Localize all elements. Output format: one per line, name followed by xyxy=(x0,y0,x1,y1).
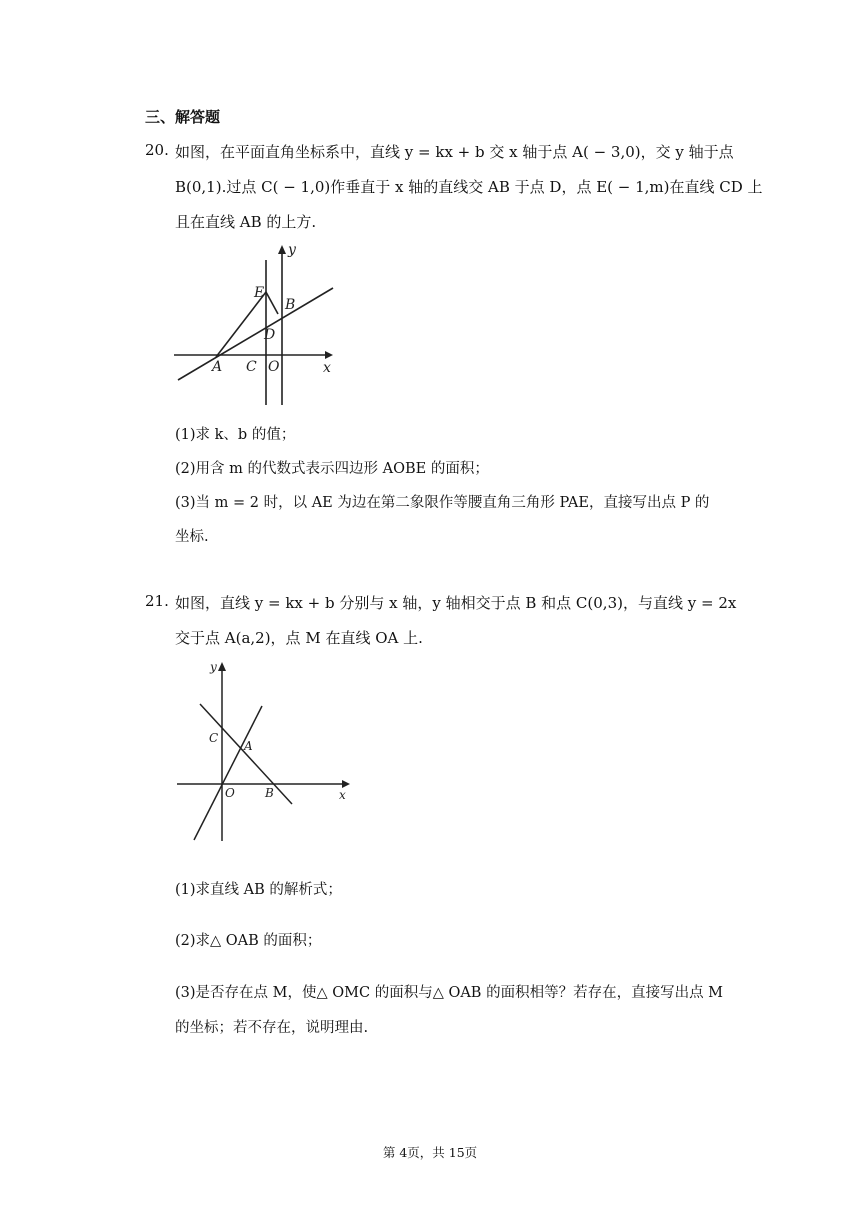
fig20-label-a: A xyxy=(212,359,223,375)
x-axis-arrow xyxy=(342,780,350,788)
fig21-label-x: x xyxy=(339,788,346,802)
question-20-part-3: (3)当 m = 2 时，以 AE 为边在第二象限作等腰直角三角形 PAE，直接写出点 P 的 xyxy=(175,495,710,511)
question-20-line-3: 且在直线 AB 的上方. xyxy=(175,213,317,231)
page-footer: 第 4页，共 15页 xyxy=(382,1145,478,1160)
question-20-line-1: 如图，在平面直角坐标系中，直线 y = kx + b 交 x 轴于点 A( − 3,0)，交 y 轴于点 xyxy=(175,143,734,161)
fig20-label-o: O xyxy=(268,359,280,375)
question-21-part-3-cont: 的坐标；若不存在，说明理由. xyxy=(175,1020,369,1036)
fig21-label-y: y xyxy=(210,660,217,674)
segment-eb xyxy=(266,292,278,314)
y-axis-arrow xyxy=(218,662,226,671)
fig20-label-d: D xyxy=(264,327,276,343)
fig21-label-c: C xyxy=(209,731,219,745)
fig20-label-y: y xyxy=(288,242,296,258)
line-ab xyxy=(200,704,292,804)
question-21-part-2: (2)求△ OAB 的面积； xyxy=(175,933,322,949)
question-20-part-3-cont: 坐标. xyxy=(175,529,209,545)
question-20-line-2: B(0,1).过点 C( − 1,0)作垂直于 x 轴的直线交 AB 于点 D，点 E( − 1,m)在直线 CD 上 xyxy=(175,178,763,196)
fig21-label-b: B xyxy=(265,786,274,800)
question-20-figure xyxy=(170,240,345,410)
question-20-part-1: (1)求 k、b 的值； xyxy=(175,427,296,443)
fig21-label-a: A xyxy=(244,739,253,753)
y-axis-arrow xyxy=(278,245,286,254)
question-21-part-3: (3)是否存在点 M，使△ OMC 的面积与△ OAB 的面积相等？若存在，直接写出点 M xyxy=(175,985,724,1001)
fig20-label-c: C xyxy=(246,359,257,375)
line-y-2x xyxy=(194,706,262,840)
section-title: 三、解答题 xyxy=(145,108,221,126)
segment-ae xyxy=(216,292,266,357)
question-21-number: 21. xyxy=(145,592,169,610)
fig20-label-b: B xyxy=(285,297,296,313)
question-21-figure xyxy=(172,656,357,846)
question-21-line-1: 如图，直线 y = kx + b 分别与 x 轴，y 轴相交于点 B 和点 C(0,3)，与直线 y = 2x xyxy=(175,594,737,612)
question-21-part-1: (1)求直线 AB 的解析式； xyxy=(175,882,342,898)
fig21-label-o: O xyxy=(225,786,235,800)
fig20-label-e: E xyxy=(254,285,265,301)
question-21-line-2: 交于点 A(a,2)，点 M 在直线 OA 上. xyxy=(175,629,423,647)
question-20-part-2: (2)用含 m 的代数式表示四边形 AOBE 的面积； xyxy=(175,461,489,477)
x-axis-arrow xyxy=(325,351,333,359)
fig20-label-x: x xyxy=(323,360,331,376)
question-20-number: 20. xyxy=(145,141,169,159)
